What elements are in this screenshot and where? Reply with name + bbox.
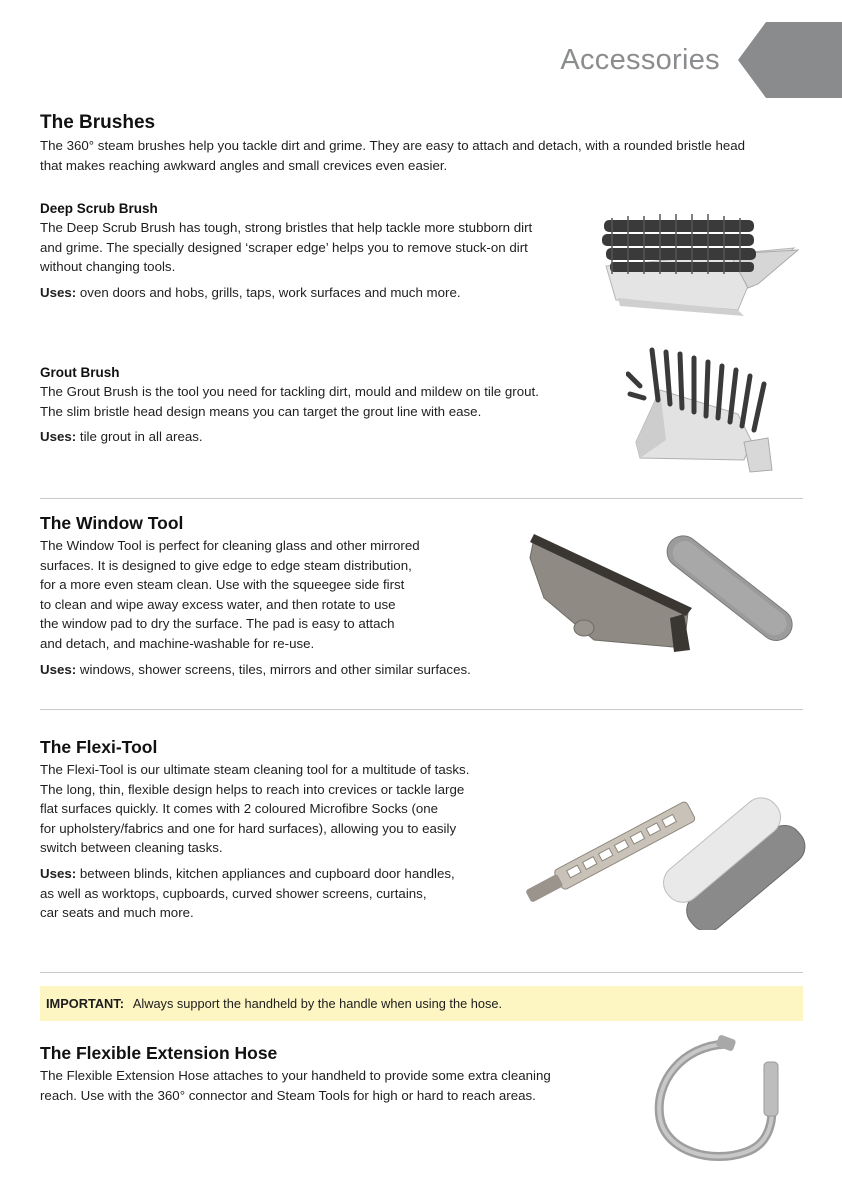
flexi-tool-image [514,790,806,930]
uses-label: Uses: [40,284,77,300]
hose-line: The Flexible Extension Hose attaches to your handheld to provide some extra cleaning [40,1068,551,1083]
important-notice [40,986,803,1021]
window-tool-line: to clean and wipe away excess water, and then rotate to use [40,596,396,612]
deep-scrub-title: Deep Scrub Brush [40,201,158,216]
deep-scrub-line: and grime. The specially designed ‘scraper edge’ helps you to remove stuck-on dirt [40,239,528,255]
uses-label: Uses: [40,865,77,881]
deep-scrub-line: without changing tools. [40,259,176,275]
flexi-tool-uses-line: as well as worktops, cupboards, curved shower screens, curtains, [40,885,427,901]
deep-scrub-line: The Deep Scrub Brush has tough, strong bristles that help tackle more stubborn dirt [40,220,533,235]
grout-line: The slim bristle head design means you can target the grout line with ease. [40,403,482,419]
window-tool-heading: The Window Tool [40,513,184,533]
hose-line: reach. Use with the 360° connector and Steam Tools for high or hard to reach areas. [40,1087,536,1103]
brushes-section [40,112,810,175]
window-tool-image [524,528,804,662]
grout-uses: tile grout in all areas. [76,429,203,445]
window-tool-line: surfaces. It is designed to give edge to edge steam distribution, [40,557,412,573]
grout-title: Grout Brush [40,365,120,380]
hose-heading: The Flexible Extension Hose [40,1043,278,1063]
deep-scrub-section [40,201,600,302]
window-tool-uses: windows, shower screens, tiles, mirrors and other similar surfaces. [76,661,471,677]
deep-scrub-brush-image [598,206,804,318]
window-tool-line: and detach, and machine-washable for re-use. [40,635,315,651]
flexi-tool-line: The long, thin, flexible design helps to reach into crevices or tackle large [40,781,465,797]
flexi-tool-uses-line: car seats and much more. [40,905,194,921]
brushes-intro-line: The 360° steam brushes help you tackle dirt and grime. They are easy to attach and detach, with a rounded bristle head [40,138,746,153]
section-tab [738,22,842,98]
page-title: Accessories [560,44,720,76]
section-divider [40,498,803,499]
deep-scrub-uses: oven doors and hobs, grills, taps, work surfaces and much more. [76,284,461,300]
flexi-tool-section [40,737,540,923]
window-tool-section [40,513,540,679]
brushes-heading: The Brushes [40,112,156,133]
important-label: IMPORTANT: [46,996,124,1011]
hose-image [646,1030,786,1168]
important-text: Always support the handheld by the handle when using the hose. [129,996,503,1011]
brushes-intro-line: that makes reaching awkward angles and small crevices even easier. [40,157,448,173]
uses-label: Uses: [40,661,77,677]
flexi-tool-line: The Flexi-Tool is our ultimate steam cleaning tool for a multitude of tasks. [40,762,470,777]
flexi-tool-line: flat surfaces quickly. It comes with 2 coloured Microfibre Socks (one [40,801,439,817]
flexi-tool-line: for upholstery/fabrics and one for hard surfaces), allowing you to easily [40,820,457,836]
grout-line: The Grout Brush is the tool you need for tackling dirt, mould and mildew on tile grout. [40,384,539,399]
flexi-tool-line: switch between cleaning tasks. [40,840,223,856]
grout-brush-image [626,342,776,476]
window-tool-line: for a more even steam clean. Use with the squeegee side first [40,577,405,593]
window-tool-line: The Window Tool is perfect for cleaning glass and other mirrored [40,538,420,553]
grout-section [40,365,620,447]
window-tool-line: the window pad to dry the surface. The pad is easy to attach [40,616,395,632]
hose-section [40,1043,640,1105]
flexi-tool-uses-line: between blinds, kitchen appliances and cupboard door handles, [76,865,455,881]
uses-label: Uses: [40,429,77,445]
section-divider [40,972,803,973]
flexi-tool-heading: The Flexi-Tool [40,737,158,757]
section-divider [40,709,803,710]
